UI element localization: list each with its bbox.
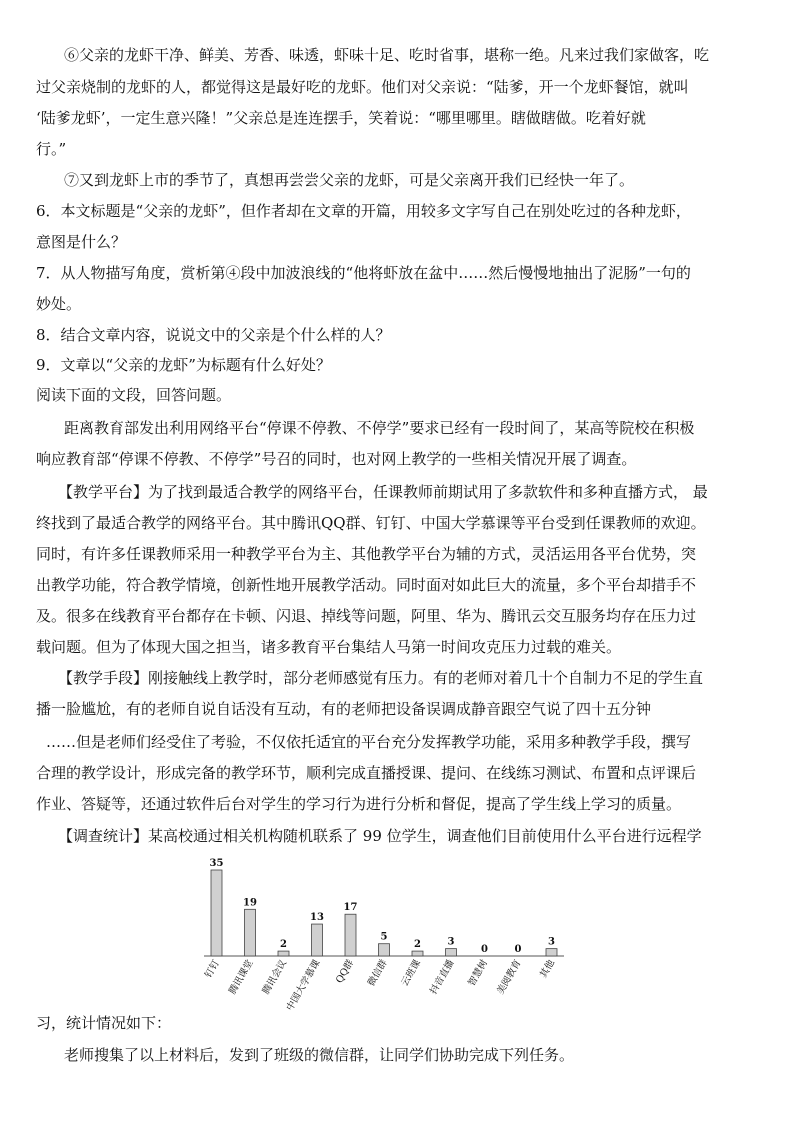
means-line-4: 合理的教学设计，形成完备的教学环节，顺利完成直播授课、提问、在线练习测试、布置和点评课后 <box>36 764 697 782</box>
intro-line-1: 距离教育部发出利用网络平台“停课不停教、不停学”要求已经有一段时间了，某高等院校在积极 <box>64 419 695 437</box>
bar <box>412 951 423 956</box>
question-7-line-1: 7．从人物描写角度，赏析第④段中加波浪线的“他将虾放在盆中……然后慢慢地抽出了泥肠”一句的 <box>36 264 691 282</box>
data-label: 0 <box>481 944 488 955</box>
platform-line-5: 及。很多在线教育平台都存在卡顿、闪退、掉线等问题，阿里、华为、腾讯云交互服务均存在压力过 <box>36 607 697 625</box>
question-8: 8．结合文章内容，说说文中的父亲是个什么样的人？ <box>36 326 391 344</box>
bar <box>546 949 557 956</box>
category-label: 云班课 <box>399 958 424 989</box>
category-label: 美阅教育 <box>495 958 524 997</box>
data-label: 3 <box>447 936 455 948</box>
bar <box>379 944 390 956</box>
category-label: 中国大学慕课 <box>284 958 323 1013</box>
question-6-line-2: 意图是什么？ <box>36 233 127 251</box>
bar <box>312 924 323 956</box>
data-label: 17 <box>343 902 358 914</box>
data-label: 0 <box>514 944 522 955</box>
bar <box>345 914 356 956</box>
category-label: 腾讯会议 <box>260 958 290 997</box>
closing-line: 老师搜集了以上材料后，发到了班级的微信群，让同学们协助完成下列任务。 <box>64 1046 575 1064</box>
paragraph-6-line-2: 过父亲烧制的龙虾的人，都觉得这是最好吃的龙虾。他们对父亲说：“陆爹，开一个龙虾餐馆，就叫 <box>36 78 689 96</box>
intro-line-2: 响应教育部“停课不停教、不停学”号召的同时，也对网上教学的一些相关情况开展了调查。 <box>36 450 637 468</box>
paragraph-6-line-1: ⑥父亲的龙虾干净、鲜美、芳香、味透，虾味十足、吃时省事，堪称一绝。凡来过我们家做客，吃 <box>64 46 710 64</box>
paragraph-6-line-3: ‘陆爹龙虾’，一定生意兴隆！”父亲总是连连摆手，笑着说：“哪里哪里。瞎做瞎做。吃着好就 <box>36 109 646 127</box>
survey-bar-chart <box>200 850 580 1025</box>
paragraph-7: ⑦又到龙虾上市的季节了，真想再尝尝父亲的龙虾，可是父亲离开我们已经快一年了。 <box>64 171 635 189</box>
means-line-2: 播一脸尴尬，有的老师自说自话没有互动，有的老师把设备误调成静音跟空气说了四十五分钟 <box>36 700 652 718</box>
data-label: 5 <box>380 931 388 943</box>
platform-line-6: 载问题。但为了体现大国之担当，诸多教育平台集结人马第一时间攻克压力过载的难关。 <box>36 638 622 656</box>
platform-line-3: 同时，有许多任课教师采用一种教学平台为主、其他教学平台为辅的方式，灵活运用各平台优势，突 <box>36 545 697 563</box>
category-label: 抖音直播 <box>428 958 457 997</box>
bar <box>278 951 289 956</box>
survey-line-1: 【调查统计】某高校通过相关机构随机联系了 99 位学生，调查他们目前使用什么平台进行远程学 <box>58 827 702 845</box>
category-label: 其他 <box>538 958 558 980</box>
platform-line-2: 终找到了最适合教学的网络平台。其中腾讯QQ群、钉钉、中国大学慕课等平台受到任课教师的欢迎。 <box>36 514 706 532</box>
platform-line-4: 出教学功能，符合教学情境，创新性地开展教学活动。同时面对如此巨大的流量，多个平台却措手不 <box>36 576 697 594</box>
platform-line-1: 【教学平台】为了找到最适合教学的网络平台，任课教师前期试用了多款软件和多种直播方式， 最 <box>58 483 708 501</box>
bar-chart-svg <box>200 850 580 1025</box>
category-label: 智慧树 <box>466 958 491 989</box>
data-label: 19 <box>243 897 257 909</box>
bar <box>446 949 457 956</box>
survey-line-2: 习，统计情况如下： <box>36 1014 172 1032</box>
question-6-line-1: 6．本文标题是“父亲的龙虾”，但作者却在文章的开篇，用较多文字写自己在别处吃过的各种龙虾， <box>36 202 691 220</box>
data-label: 2 <box>414 939 421 951</box>
data-label: 35 <box>209 858 224 869</box>
bar <box>245 909 256 956</box>
category-label: QQ群 <box>334 958 357 986</box>
paragraph-6-line-4: 行。” <box>36 140 67 158</box>
question-7-line-2: 妙处。 <box>36 295 82 313</box>
category-label: 微信群 <box>365 958 390 989</box>
reading-instruction: 阅读下面的文段，回答问题。 <box>36 386 232 404</box>
bar <box>211 870 222 956</box>
question-9: 9．文章以“父亲的龙虾”为标题有什么好处？ <box>36 356 331 374</box>
category-label: 钉钉 <box>203 958 223 980</box>
means-line-3: ……但是老师们经受住了考验，不仅依托适宜的平台充分发挥教学功能，采用多种教学手段，撰写 <box>46 733 692 751</box>
data-label: 3 <box>548 936 555 948</box>
means-line-1: 【教学手段】刚接触线上教学时，部分老师感觉有压力。有的老师对着几十个自制力不足的学生直 <box>58 669 704 687</box>
data-label: 2 <box>280 939 287 951</box>
data-label: 13 <box>310 912 324 924</box>
means-line-5: 作业、答疑等，还通过软件后台对学生的学习行为进行分析和督促，提高了学生线上学习的质量。 <box>36 795 682 813</box>
category-label: 腾讯课堂 <box>227 958 256 997</box>
